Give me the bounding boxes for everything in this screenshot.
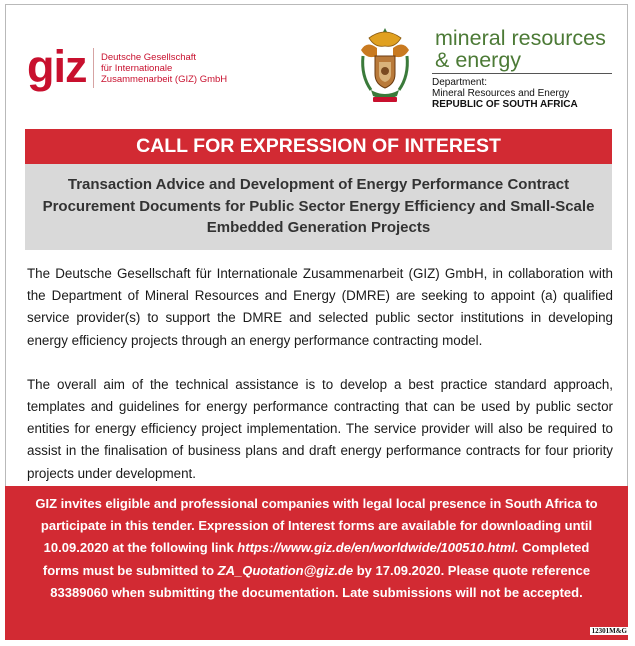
call-title-bar: CALL FOR EXPRESSION OF INTEREST (25, 129, 612, 164)
dmre-dept-line-2: Mineral Resources and Energy (432, 88, 570, 99)
body-paragraph-2: The overall aim of the technical assistance is to develop a best practice standard approach, templates and guidelines for energy performance contracting that can be used by public sector entities for energy efficiency project implementation. The service provider will also be required to assist in the finalisation of business plans and draft energy performance contracts for four priority projects under development. (27, 376, 613, 481)
cta-part-1: GIZ invites eligible and professional companies with legal local presence in South Africa to participate in this tender. Expression of Interest forms are available for downloading until 10.09.2020 at the following link (35, 496, 598, 556)
body-paragraph-1: The Deutsche Gesellschaft für Internationale Zusammenarbeit (GIZ) GmbH, in collaboration with the Department of Mineral Resources and Energy (DMRE) are seeking to appoint (a) qualified service provider(s) to support the DMRE and selected public sector institutions in developing energy efficiency projects through an energy performance contracting model. (27, 266, 613, 348)
dmre-title-line-2: & energy (435, 48, 522, 72)
cta-part-3: by 17.09.2020. Please quote reference 83389060 when submitting the documentation. Late submissions will not be accepted. (50, 562, 591, 600)
giz-logo: giz (27, 41, 87, 92)
giz-name-line-3: Zusammenarbeit (GIZ) GmbH (101, 74, 228, 85)
subtitle-box (25, 164, 612, 250)
submission-email[interactable]: ZA_Quotation@giz.de (217, 562, 354, 578)
giz-name-line-2: für Internationale (101, 63, 173, 74)
dmre-title (435, 27, 606, 71)
dmre-dept-line-1: Department: (432, 77, 488, 88)
cta-text (25, 493, 608, 604)
dmre-title-line-1: mineral resources (435, 26, 606, 50)
dmre-country: REPUBLIC OF SOUTH AFRICA (432, 99, 578, 110)
giz-name-line-1: Deutsche Gesellschaft (101, 52, 197, 63)
dmre-department (432, 77, 578, 110)
tender-link[interactable]: https://www.giz.de/en/worldwide/100510.html. (237, 540, 519, 556)
giz-full-name (101, 52, 227, 85)
coat-of-arms-icon (357, 26, 413, 106)
reference-code: 12301M&G (591, 627, 627, 635)
cta-part-2: Completed forms must be submitted to (42, 540, 590, 578)
body-text (27, 263, 613, 485)
cta-box (5, 486, 628, 640)
subtitle: Transaction Advice and Development of Energy Performance Contract Procurement Documents for Public Sector Energy Efficiency and Small-Scale Embedded Generation Projects (42, 176, 595, 236)
giz-divider (93, 48, 94, 88)
dmre-divider (432, 73, 612, 74)
giz-logo-block (27, 42, 232, 96)
